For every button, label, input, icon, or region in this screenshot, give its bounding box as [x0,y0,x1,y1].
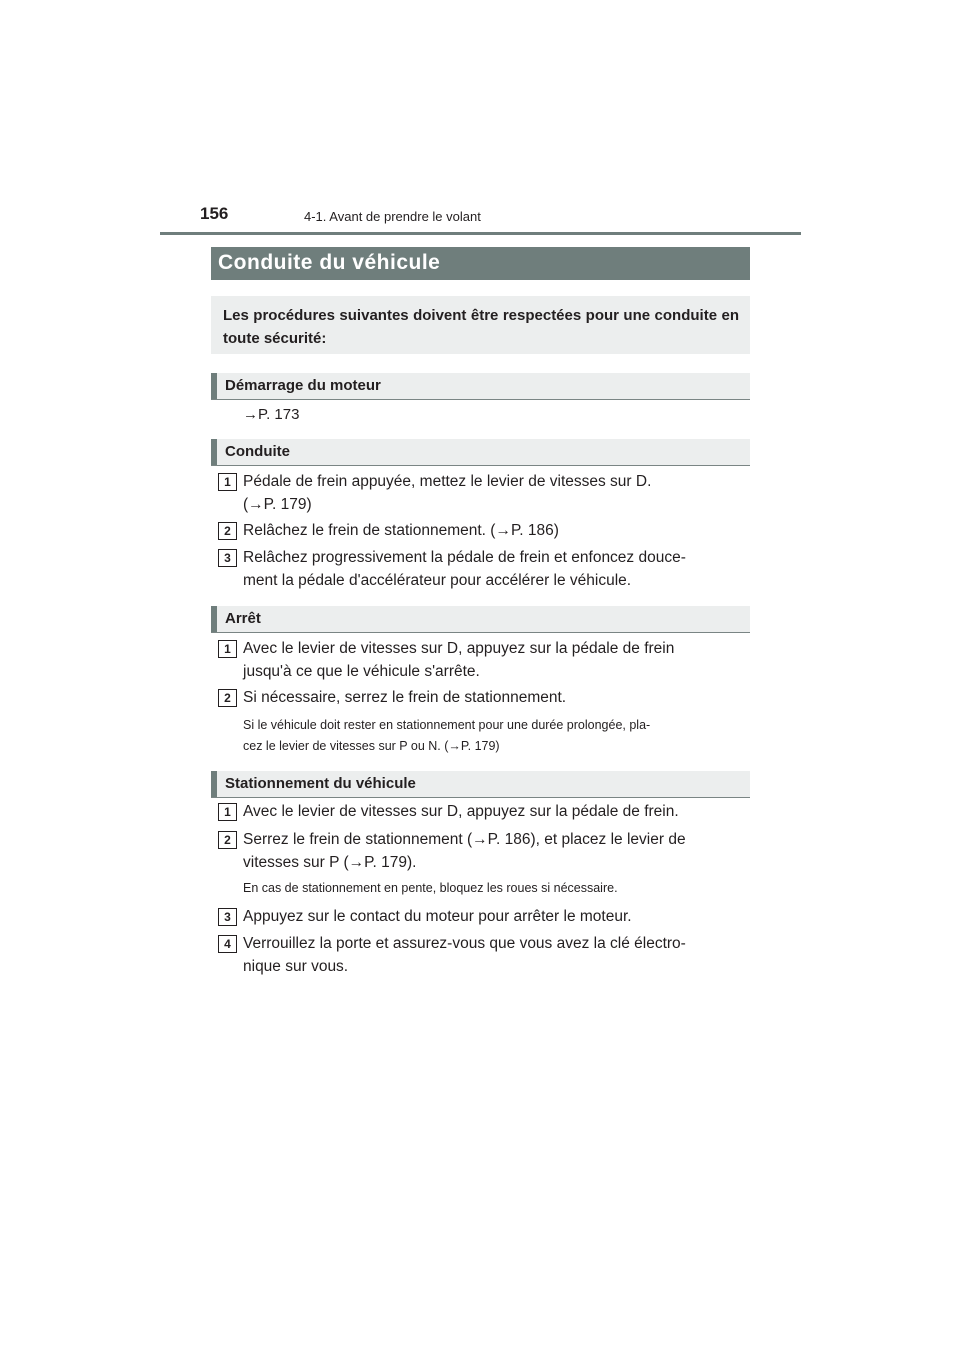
page-title-bar [211,247,750,280]
page-reference: →P. 173 [243,406,300,423]
page-number: 156 [200,204,229,223]
step-line: (→P. 179) [243,496,312,513]
step-number: 2 [218,689,237,707]
header-rule [160,232,801,235]
section-conduite-heading [211,439,750,466]
step-line: vitesses sur P (→P. 179). [243,854,417,871]
section-heading-label: Arrêt [225,610,261,627]
step-number: 4 [218,935,237,953]
section-arret-heading [211,606,750,633]
note-text: En cas de stationnement en pente, bloquez les roues si nécessaire. [243,881,618,895]
step-text [243,546,746,592]
page-title: Conduite du véhicule [218,251,441,274]
page-header [160,204,801,236]
section-heading-label: Conduite [225,443,290,460]
section-stationnement-heading [211,771,750,798]
step-number: 1 [218,803,237,821]
step-number: 2 [218,522,237,540]
step-text [243,470,746,516]
intro-box [211,296,750,354]
step-text [243,686,746,709]
step-number: 1 [218,473,237,491]
step-line: jusqu'à ce que le véhicule s'arrête. [243,663,480,680]
step-line: nique sur vous. [243,958,349,975]
note-line: cez le levier de vitesses sur P ou N. (→P. 179) [243,739,500,753]
step-number: 3 [218,908,237,926]
step-number: 3 [218,549,237,567]
step-text [243,905,746,928]
step-line: Relâchez progressivement la pédale de frein et enfoncez douce- [243,549,686,566]
step-line: ment la pédale d'accélérateur pour accélérer le véhicule. [243,572,632,589]
step-text [243,828,746,874]
step-text [243,637,746,683]
step-number: 2 [218,831,237,849]
step-line: Serrez le frein de stationnement (→P. 186), et placez le levier de [243,831,686,848]
note-text [243,715,746,757]
step-line: Avec le levier de vitesses sur D, appuyez sur la pédale de frein. [243,803,679,820]
step-text [243,800,746,823]
step-line: Appuyez sur le contact du moteur pour arrêter le moteur. [243,908,632,925]
step-number: 1 [218,640,237,658]
intro-text: Les procédures suivantes doivent être respectées pour une conduite en toute sécurité: [223,307,739,347]
step-line: Avec le levier de vitesses sur D, appuyez sur la pédale de frein [243,640,675,657]
note-line: Si le véhicule doit rester en stationnement pour une durée prolongée, pla- [243,718,651,732]
step-line: Verrouillez la porte et assurez-vous que vous avez la clé électro- [243,935,686,952]
section-demarrage-heading [211,373,750,400]
step-text [243,519,746,542]
section-heading-label: Démarrage du moteur [225,377,381,394]
step-text [243,932,746,978]
step-line: Relâchez le frein de stationnement. (→P. 186) [243,522,559,539]
step-line: Pédale de frein appuyée, mettez le levier de vitesses sur D. [243,473,652,490]
chapter-title: 4-1. Avant de prendre le volant [304,209,481,224]
section-heading-label: Stationnement du véhicule [225,775,416,792]
step-line: Si nécessaire, serrez le frein de stationnement. [243,689,567,706]
